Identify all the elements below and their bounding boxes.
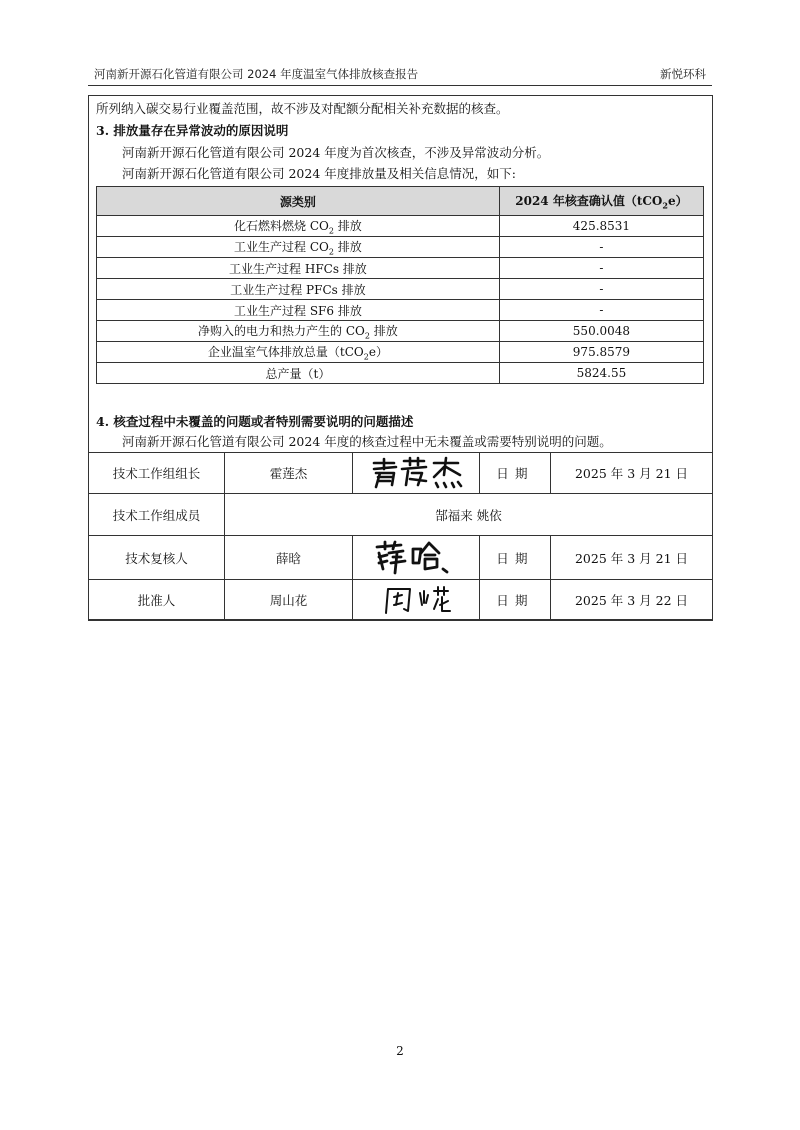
reviewer-signature: [353, 536, 480, 580]
table-row: [97, 300, 704, 321]
approver-row: [89, 580, 713, 621]
row-label: 化石燃料燃烧 $CO_2$ 排放: [97, 216, 500, 237]
row-value: 550.0048: [499, 321, 703, 342]
approver-role: 批准人: [89, 580, 225, 621]
table-row: [97, 279, 704, 300]
reviewer-row: [89, 536, 713, 580]
approver-name: 周山花: [225, 580, 353, 621]
row-label: 总产量（t）: [97, 363, 500, 384]
leader-date: 2025 年 3 月 21 日: [551, 453, 713, 494]
leader-signature: [353, 453, 480, 494]
members-row: [89, 494, 713, 536]
page-number: 2: [396, 1044, 404, 1058]
section-3-paragraph-2: 河南新开源石化管道有限公司 2024 年度排放量及相关信息情况，如下:: [122, 166, 516, 181]
leader-role: 技术工作组组长: [89, 453, 225, 494]
reviewer-signature-image: [371, 539, 461, 577]
leader-signature-image: [366, 455, 466, 491]
members-names: 郜福来 姚依: [225, 494, 713, 536]
row-label: 工业生产过程 $CO_2$ 排放: [97, 237, 500, 258]
row-value: -: [499, 258, 703, 279]
row-value: -: [499, 237, 703, 258]
row-value: 975.8579: [499, 342, 703, 363]
header-source-category: 源类别: [97, 187, 500, 216]
row-label: 工业生产过程 HFCs 排放: [97, 258, 500, 279]
reviewer-role: 技术复核人: [89, 536, 225, 580]
page-header: [88, 66, 712, 84]
header-company: 新悦环科: [660, 67, 706, 81]
row-label: 净购入的电力和热力产生的 $CO_2$ 排放: [97, 321, 500, 342]
row-value: 5824.55: [499, 363, 703, 384]
continuation-text: 所列纳入碳交易行业覆盖范围，故不涉及对配额分配相关补充数据的核查。: [96, 101, 509, 116]
members-role: 技术工作组成员: [89, 494, 225, 536]
row-label: 企业温室气体排放总量（tCO$_2$e）: [97, 342, 500, 363]
table-header-row: [97, 187, 704, 216]
approver-signature: [353, 580, 480, 621]
row-label: 工业生产过程 SF6 排放: [97, 300, 500, 321]
emissions-table: [96, 186, 704, 384]
header-confirmed-value: 2024 年核查确认值（tCO$_2$e）: [499, 187, 703, 216]
reviewer-date-label: 日期: [480, 536, 551, 580]
header-rule: [88, 85, 712, 86]
section-4-title: 4. 核查过程中未覆盖的问题或者特别需要说明的问题描述: [96, 414, 414, 429]
approver-signature-image: [376, 583, 456, 617]
reviewer-date: 2025 年 3 月 21 日: [551, 536, 713, 580]
table-row: [97, 237, 704, 258]
table-row: [97, 321, 704, 342]
table-row: [97, 342, 704, 363]
table-row: [97, 216, 704, 237]
header-report-title: 河南新开源石化管道有限公司 2024 年度温室气体排放核查报告: [94, 67, 419, 81]
table-row: [97, 258, 704, 279]
signature-table: [88, 452, 713, 621]
section-4-paragraph-1: 河南新开源石化管道有限公司 2024 年度的核查过程中无未覆盖或需要特别说明的问题。: [122, 434, 612, 449]
row-value: 425.8531: [499, 216, 703, 237]
section-3-paragraph-1: 河南新开源石化管道有限公司 2024 年度为首次核查，不涉及异常波动分析。: [122, 145, 550, 160]
row-value: -: [499, 300, 703, 321]
section-3-title: 3. 排放量存在异常波动的原因说明: [96, 123, 289, 138]
leader-date-label: 日期: [480, 453, 551, 494]
leader-name: 霍莲杰: [225, 453, 353, 494]
approver-date-label: 日期: [480, 580, 551, 621]
reviewer-name: 薛晗: [225, 536, 353, 580]
row-value: -: [499, 279, 703, 300]
approver-date: 2025 年 3 月 22 日: [551, 580, 713, 621]
row-label: 工业生产过程 PFCs 排放: [97, 279, 500, 300]
table-row: [97, 363, 704, 384]
leader-row: [89, 453, 713, 494]
